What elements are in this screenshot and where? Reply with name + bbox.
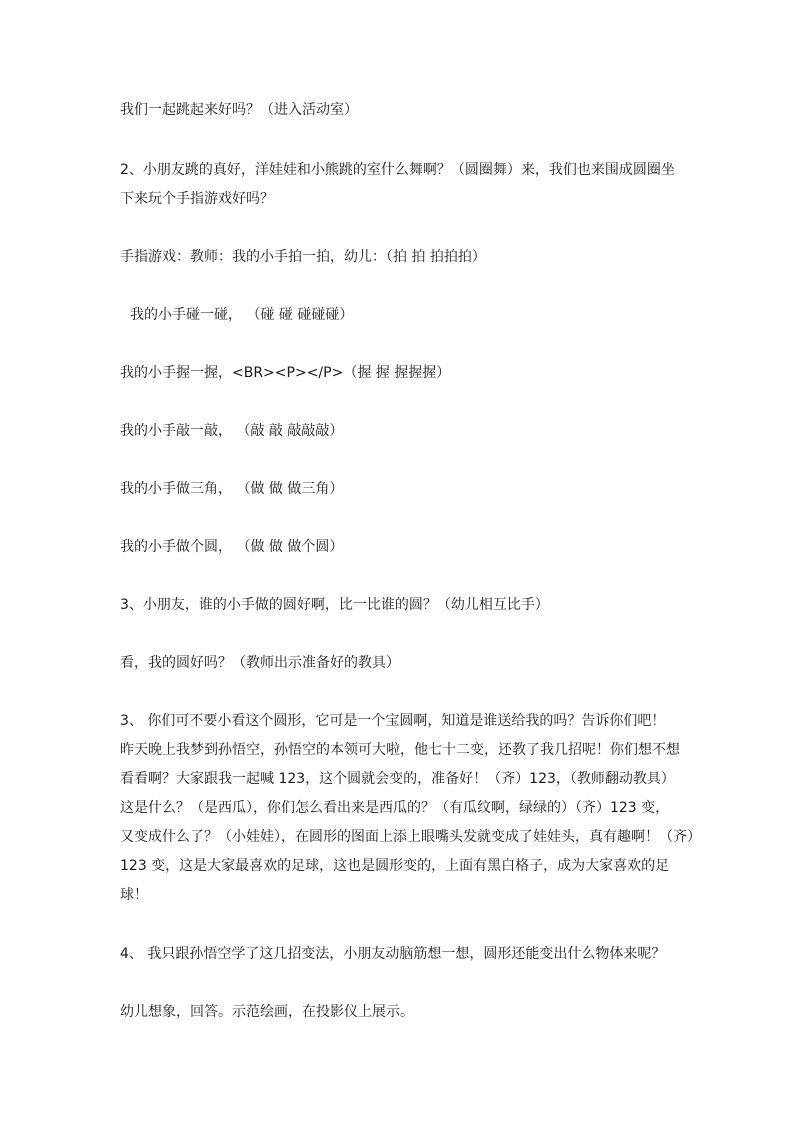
text-line-section-3b-6: 123 变，这是大家最喜欢的足球，这也是圆形变的，上面有黑白格子，成为大家喜欢的足 <box>120 858 670 874</box>
text-line-finger-game: 手指游戏：教师：我的小手拍一拍，幼儿：（拍 拍 拍拍拍） <box>120 249 486 265</box>
text-line-circle: 我的小手做个圆， （做 做 做个圆） <box>120 539 344 555</box>
text-line-section-2: 2、小朋友跳的真好，洋娃娃和小熊跳的室什么舞啊？（圆圈舞）来，我们也来围成圆圈坐 <box>120 162 675 178</box>
text-line-section-2-cont: 下来玩个手指游戏好吗？ <box>120 191 274 207</box>
text-line-section-3b-7: 球！ <box>120 887 148 903</box>
text-line-section-3b-5: 又变成什么了？（小娃娃），在圆形的图面上添上眼嘴头发就变成了娃娃头，真有趣啊！（齐） <box>120 829 701 845</box>
text-line-intro: 我们一起跳起来好吗？（进入活动室） <box>120 102 358 118</box>
text-line-knock: 我的小手敲一敲， （敲 敲 敲敲敲） <box>120 423 344 439</box>
text-line-section-3b-4: 这是什么？（是西瓜），你们怎么看出来是西瓜的？（有瓜纹啊，绿绿的）（齐）123 变， <box>120 800 670 816</box>
text-line-triangle: 我的小手做三角， （做 做 做三角） <box>120 481 344 497</box>
text-line-section-3b: 3、 你们可不要小看这个圆形，它可是一个宝圆啊，知道是谁送给我的吗？告诉你们吧！ <box>120 713 666 729</box>
text-line-section-4: 4、 我只跟孙悟空学了这几招变法，小朋友动脑筋想一想，圆形还能变出什么物体来呢？ <box>120 946 666 962</box>
text-line-grip: 我的小手握一握，<BR><P></P>（握 握 握握握） <box>120 365 451 381</box>
text-line-look: 看，我的圆好吗？（教师出示准备好的教具） <box>120 655 400 671</box>
text-line-section-3b-3: 看看啊？大家跟我一起喊 123，这个圆就会变的，准备好！（齐）123，（教师翻动教具） <box>120 771 675 787</box>
text-line-touch: 我的小手碰一碰， （碰 碰 碰碰碰） <box>130 307 354 323</box>
text-line-section-3: 3、小朋友，谁的小手做的圆好啊，比一比谁的圆？（幼儿相互比手） <box>120 597 549 613</box>
text-line-conclusion: 幼儿想象，回答。示范绘画，在投影仪上展示。 <box>120 1004 414 1020</box>
text-line-section-3b-2: 昨天晚上我梦到孙悟空，孙悟空的本领可大啦，他七十二变，还教了我几招呢！你们想不想 <box>120 742 680 758</box>
